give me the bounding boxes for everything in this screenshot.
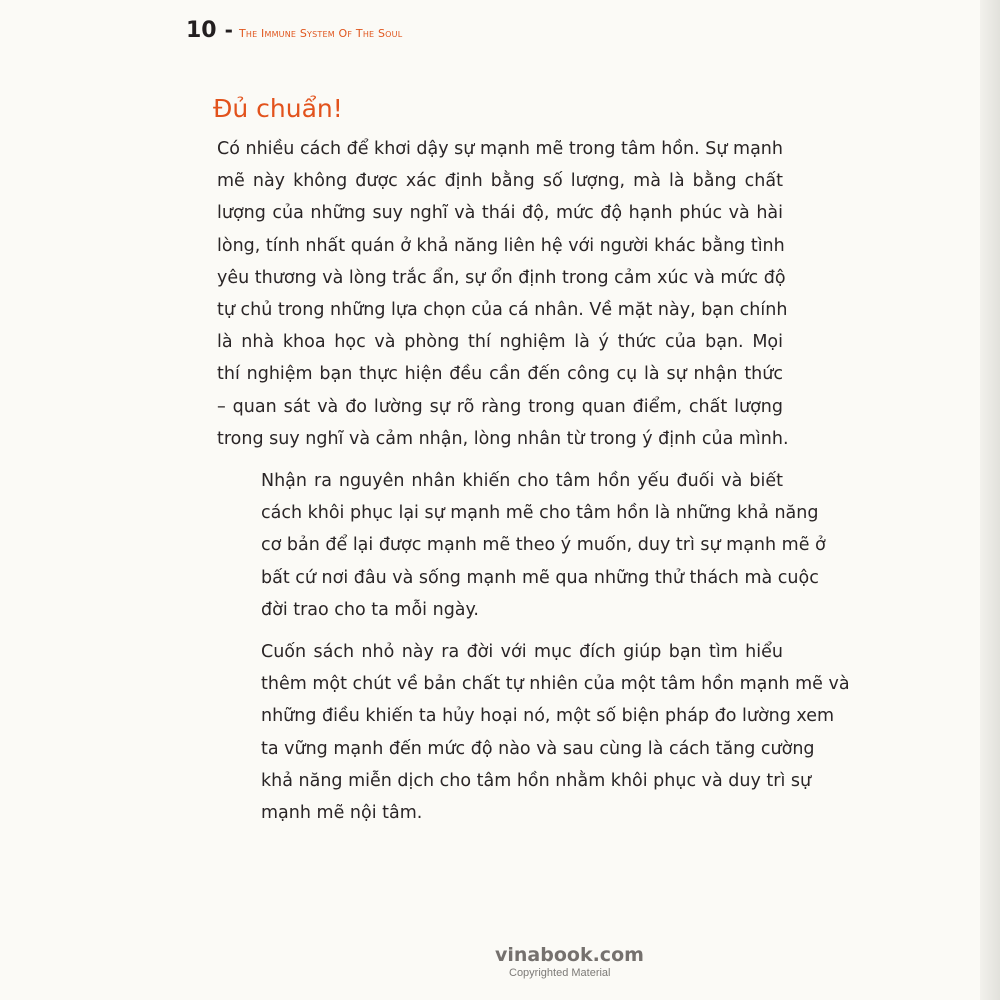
body-text: [217, 133, 850, 829]
section-title: Đủ chuẩn!: [213, 94, 343, 123]
page-edge-shadow: [980, 0, 1000, 1000]
text-line: yêu thương và lòng trắc ẩn, sự ổn định trong cảm xúc và mức độ: [217, 267, 786, 288]
running-title: The Immune System Of The Soul: [238, 27, 403, 40]
text-line: mạnh mẽ nội tâm.: [261, 803, 423, 824]
text-line: bất cứ nơi đâu và sống mạnh mẽ qua những thử thách mà cuộc: [261, 567, 819, 588]
text-line: cách khôi phục lại sự mạnh mẽ cho tâm hồn là những khả năng: [261, 503, 819, 524]
text-line: là nhà khoa học và phòng thí nghiệm là ý thức của bạn. Mọi: [217, 332, 783, 353]
text-line: Cuốn sách nhỏ này ra đời với mục đích giúp bạn tìm hiểu: [261, 642, 783, 663]
text-line: đời trao cho ta mỗi ngày.: [261, 599, 479, 620]
text-line: lượng của những suy nghĩ và thái độ, mức độ hạnh phúc và hài: [217, 203, 783, 224]
watermark: vinabook.com: [495, 944, 644, 966]
paragraph-3: [217, 636, 850, 829]
text-line: những điều khiến ta hủy hoại nó, một số biện pháp đo lường xem: [261, 706, 835, 727]
text-line: tự chủ trong những lựa chọn của cá nhân. Về mặt này, bạn chính: [217, 300, 788, 321]
text-line: thí nghiệm bạn thực hiện đều cần đến công cụ là sự nhận thức: [217, 364, 783, 385]
text-line: cơ bản để lại được mạnh mẽ theo ý muốn, duy trì sự mạnh mẽ ở: [261, 535, 826, 556]
text-line: thêm một chút về bản chất tự nhiên của một tâm hồn mạnh mẽ và: [261, 674, 850, 695]
header-separator: -: [224, 18, 233, 42]
text-line: Có nhiều cách để khơi dậy sự mạnh mẽ trong tâm hồn. Sự mạnh: [217, 139, 783, 159]
copyright-notice: Copyrighted Material: [509, 967, 611, 979]
paragraph-2: [217, 465, 826, 626]
text-line: trong suy nghĩ và cảm nhận, lòng nhân từ trong ý định của mình.: [217, 428, 789, 449]
text-line: – quan sát và đo lường sự rõ ràng trong quan điểm, chất lượng: [217, 396, 783, 417]
text-line: lòng, tính nhất quán ở khả năng liên hệ với người khác bằng tình: [217, 235, 785, 256]
page-number: 10: [186, 18, 217, 43]
text-line: mẽ này không được xác định bằng số lượng, mà là bằng chất: [217, 171, 783, 192]
paragraph-1: [217, 133, 789, 455]
text-line: khả năng miễn dịch cho tâm hồn nhằm khôi phục và duy trì sự: [261, 770, 812, 791]
text-line: Nhận ra nguyên nhân khiến cho tâm hồn yếu đuối và biết: [261, 471, 783, 492]
text-line: ta vững mạnh đến mức độ nào và sau cùng là cách tăng cường: [261, 738, 815, 759]
running-header: [186, 18, 402, 48]
